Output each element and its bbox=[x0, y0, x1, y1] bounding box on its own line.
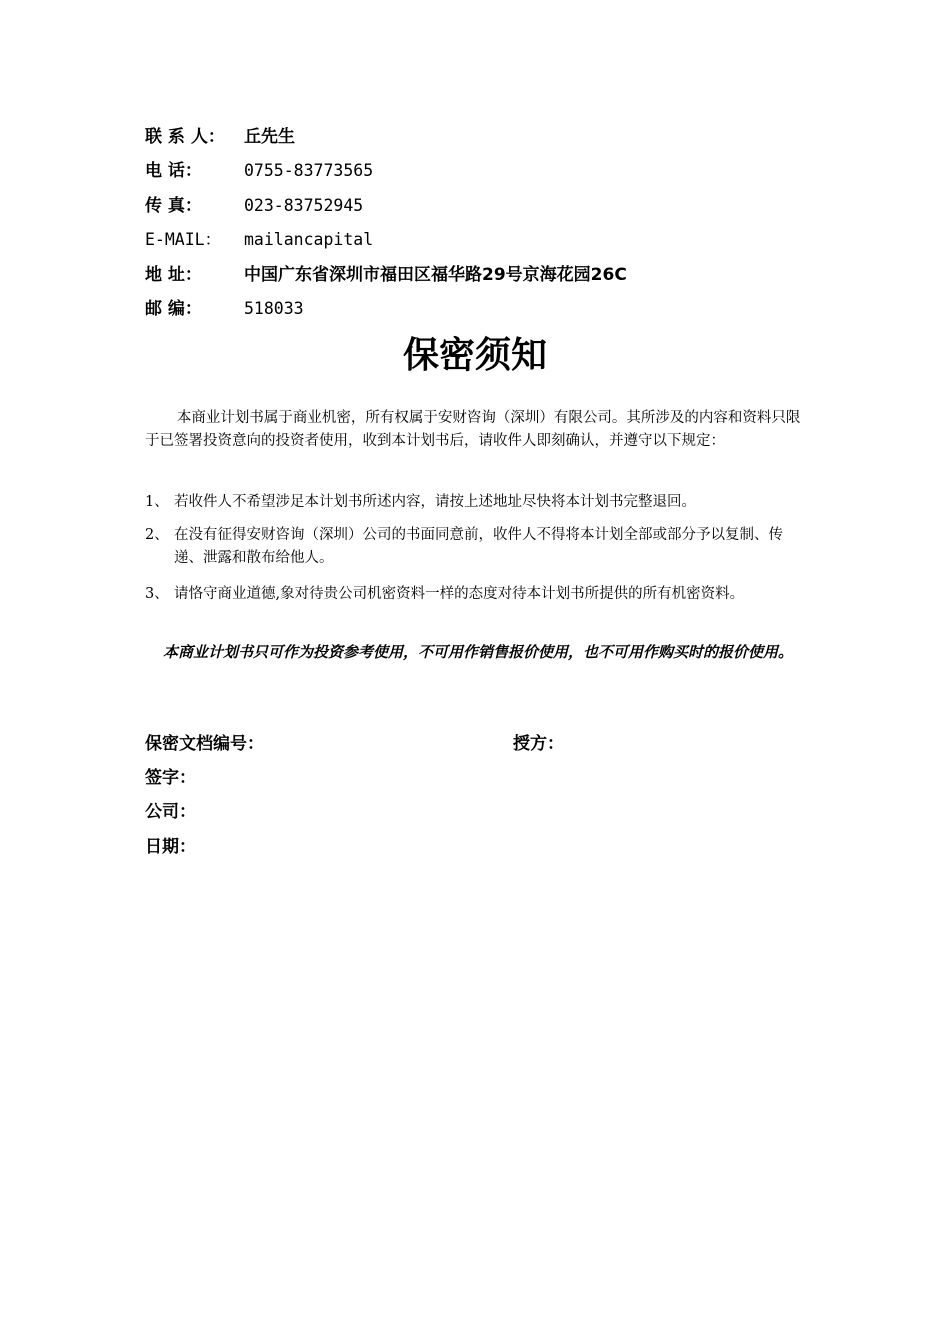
notice-rule-1 bbox=[145, 491, 807, 514]
company-label: 公司： bbox=[145, 802, 196, 822]
contact-postcode-value: 518033 bbox=[244, 299, 304, 318]
page-title: 保密须知 bbox=[402, 334, 547, 376]
sign-label: 签字： bbox=[145, 768, 196, 788]
contact-address-label: 地 址： bbox=[145, 265, 202, 285]
contact-fax-value: 023-83752945 bbox=[244, 196, 364, 215]
notice-rule-3 bbox=[145, 583, 807, 606]
notice-rule-2 bbox=[145, 524, 807, 570]
rule-text: 请恪守商业道德,象对待贵公司机密资料一样的态度对待本计划书所提供的所有机密资料。 bbox=[174, 586, 745, 602]
doc-number-label: 保密文档编号： bbox=[145, 734, 264, 754]
notice-intro: 本商业计划书属于商业机密，所有权属于安财咨询（深圳）有限公司。其所涉及的内容和资料只限于已签署投资意向的投资者使用，收到本计划书后，请收件人即刻确认，并遵守以下规定： bbox=[145, 410, 801, 449]
rule-number: 2、 bbox=[145, 527, 169, 543]
notice-disclaimer: 本商业计划书只可作为投资参考使用，不可用作销售报价使用，也不可用作购买时的报价使用。 bbox=[163, 643, 794, 661]
date-label: 日期： bbox=[145, 837, 196, 857]
rule-number: 1、 bbox=[145, 494, 169, 510]
rule-text: 若收件人不希望涉足本计划书所述内容，请按上述地址尽快将本计划书完整退回。 bbox=[174, 494, 696, 510]
contact-address-value: 中国广东省深圳市福田区福华路29号京海花园26C bbox=[244, 265, 627, 285]
grantor-label: 授方： bbox=[513, 734, 564, 754]
contact-phone-label: 电 话： bbox=[145, 161, 202, 181]
contact-email-value: mailancapital bbox=[244, 230, 374, 249]
rule-text: 在没有征得安财咨询（深圳）公司的书面同意前，收件人不得将本计划全部或部分予以复制、传递、泄露和散布给他人。 bbox=[174, 527, 783, 566]
contact-postcode-label: 邮 编： bbox=[145, 299, 202, 319]
contact-phone-value: 0755-83773565 bbox=[244, 161, 374, 180]
rule-number: 3、 bbox=[145, 586, 169, 602]
contact-person-label: 联 系 人： bbox=[145, 127, 225, 147]
contact-email-label: E-MAIL： bbox=[145, 230, 222, 249]
contact-person-value: 丘先生 bbox=[244, 127, 295, 147]
contact-fax-label: 传 真： bbox=[145, 196, 202, 216]
